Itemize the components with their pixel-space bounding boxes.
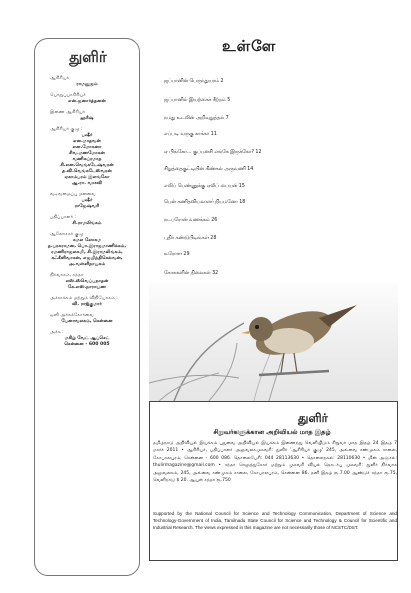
toc-item[interactable]: நடபரோன் வணக்கம் 26 bbox=[164, 218, 218, 223]
credit-name: த.பரசுராமன, பொ.இராஜமாணிக்கம், bbox=[47, 244, 127, 249]
toc-item[interactable]: எப்படி வருகு காக்கா 11 bbox=[164, 132, 217, 137]
credit-name: சி.ராமலிங்கம் bbox=[72, 221, 102, 226]
bird-photo bbox=[149, 283, 398, 401]
toc-item[interactable]: சிறுத்தைகுட்டியின் கிண்கல் அருவணி 14 bbox=[164, 167, 254, 172]
credit-role: பதிப்பாளர் : bbox=[50, 215, 76, 220]
credit-role: அச்சு : bbox=[50, 330, 64, 335]
credits-list bbox=[34, 76, 140, 353]
credit-name: வி. ராஜ்குமார் bbox=[72, 302, 102, 307]
toc-item[interactable]: நமது உடலின் அறிவுறுத்தல் 7 bbox=[164, 116, 229, 121]
toc-item[interactable]: கோசுகளின் நிலைகள் 32 bbox=[164, 271, 219, 276]
credit-name: எஸ்.ஸ்வெப்பநாதன் bbox=[65, 279, 109, 284]
credit-group bbox=[34, 313, 140, 325]
contents-title: உள்ளே bbox=[222, 37, 277, 55]
toc-item[interactable]: எலிப் பெண்ணுக்கு ஏலிப் பையன் 15 bbox=[164, 184, 245, 189]
box-subtitle: சிறுவர்களுக்கான அறிவியல் மாத இதழ் bbox=[213, 428, 331, 436]
credit-group bbox=[34, 330, 140, 348]
credit-role: அச்சாக்கம் மற்றும் விநியோகம் : bbox=[50, 296, 118, 301]
credit-group bbox=[34, 93, 140, 105]
credit-name: ராமனுஜம் bbox=[76, 82, 98, 87]
credit-role: பொறுப்பாசிரியர் bbox=[50, 93, 86, 98]
credit-name: சி.என.வெங்கடேஷ்வரன் bbox=[60, 163, 114, 168]
credit-name: ஹரீஷ் bbox=[80, 116, 94, 121]
credit-group bbox=[34, 76, 140, 88]
credit-name: மகிழ் வேட் ஆப்செட் bbox=[64, 336, 110, 341]
credit-role: ஆலோசகர் குழு bbox=[50, 232, 84, 237]
credit-name: ராஜேஷ்வரி bbox=[74, 204, 100, 209]
toc-item[interactable]: ஜப்பானின் பெருந்துயரம் 2 bbox=[164, 79, 224, 84]
credit-role: ஆசிரியர் bbox=[50, 76, 70, 81]
credit-group bbox=[34, 192, 140, 210]
credit-name: அ.வள்ளிநாயகம் bbox=[68, 262, 106, 267]
magazine-logo: துளிர் bbox=[69, 48, 107, 66]
credit-name: என.மோகனா bbox=[72, 145, 102, 150]
credit-role: ஒளி அச்சுக்கோர்வை bbox=[50, 313, 94, 318]
box-title: துளிர் bbox=[298, 411, 328, 425]
credit-group bbox=[34, 232, 140, 268]
credit-name: கமல லோகம bbox=[72, 238, 102, 243]
toc-item[interactable]: புதிர் கண்டுபிடிங்கள் 28 bbox=[164, 236, 217, 241]
credit-name: சிவ.மணமோகன் bbox=[68, 151, 106, 156]
credit-role: நிர்வாகம், சந்தா bbox=[50, 273, 84, 278]
credit-name: த.வி.வெங்கடேஸ்வரன் bbox=[62, 169, 112, 174]
credit-name: பஷீர் bbox=[81, 133, 93, 138]
toc-item[interactable]: பென் கணிதவியலாளர் நியமனோ 18 bbox=[164, 200, 246, 205]
credit-role: ஆசிரியர் குழு : bbox=[50, 127, 83, 132]
credit-group bbox=[34, 215, 140, 227]
credit-name: வணிகப்ரமாத bbox=[72, 157, 102, 162]
credit-group bbox=[34, 273, 140, 291]
box-english-text: Supported by the National Council for Science and Technology Communication, Department of Science and Technology-Government of India, Tamilnadu State Council for Science and Technology & Council for Scientific and Industrial Research. The views expressed in this magazine are not necessarily those of NCSTC/DST. bbox=[153, 511, 397, 531]
credit-name: பேனாவலகம், சென்னை bbox=[61, 319, 113, 324]
credit-name: கஃசீனிவாசன், எஜயிந்திசெல்வன், bbox=[51, 256, 123, 261]
toc-item[interactable]: ஜப்பானில் இயற்கைச் சீற்றம் 5 bbox=[164, 98, 231, 103]
credit-name: என.மாதவன் bbox=[73, 139, 101, 144]
credit-name: ரமணிராஜலசுமி, சி.இராமலிங்கம், bbox=[51, 250, 123, 255]
credit-group bbox=[34, 296, 140, 308]
sparrow-illustration bbox=[149, 283, 398, 401]
toc-item[interactable]: உரோசா 29 bbox=[164, 252, 190, 257]
box-tamil-text: தமிழ்நாடு அறிவியல் இயக்கம் புதுவை அறிவியல் இயக்கம் இணைந்து வெளியிடும் சிறுவர் மாத இதழ் 24 இதழ் 7 மார்ச் 2011 • ஆசிரியர், பதிப்பாளர் அலுவலகமுகவரி: துளிர் 'ஆசிரியர் குழு' 245, அவ்வை சண்முகம் சாலை, கோபாலபுரம், சென்னை - 600 086. தொலைபேசி: 044 28113630 • தொலைநகல்: 28110630 • மின் அஞ்சல்: thulirmagazine@gmail.com • சந்தா செலுத்துகோர் மற்றும் முகவரி வியல் தொடர்பு முகவரி: துளிர் நிர்வாக அலுவலகம், 245, அவ்வை சண்முகம் சாலை, கோபாலபுரம், சென்னை 86. தனி இதழ் ரூ.7.00 ஆண்டுச் சந்தா ரூ.75, வெளிநாடு $ 20. ஆயுள் சந்தா ரூ.750 bbox=[153, 441, 397, 484]
credit-role: இணை ஆசிரியர் bbox=[50, 110, 86, 115]
credit-role: வடிவமைப்பு மனவை bbox=[50, 192, 96, 197]
credit-name: கே.எஸ்.நாராயண bbox=[67, 285, 107, 290]
credit-name: பஷீர் bbox=[81, 198, 93, 203]
toc-item[interactable]: ஏ பிங்கோ... குப்பனசி எங்கே இருக்கோ? 12 bbox=[164, 150, 262, 155]
credit-name: என்.ஜனார்த்தனன் bbox=[68, 99, 106, 104]
credit-name: ஆ.ரா. வாசவி bbox=[71, 181, 103, 186]
credit-group bbox=[34, 110, 140, 122]
credit-name: சென்னை - 600 005 bbox=[64, 342, 110, 347]
credit-name: ஏகாம்பரம் இளங்கோ bbox=[64, 175, 110, 180]
credit-group bbox=[34, 127, 140, 187]
